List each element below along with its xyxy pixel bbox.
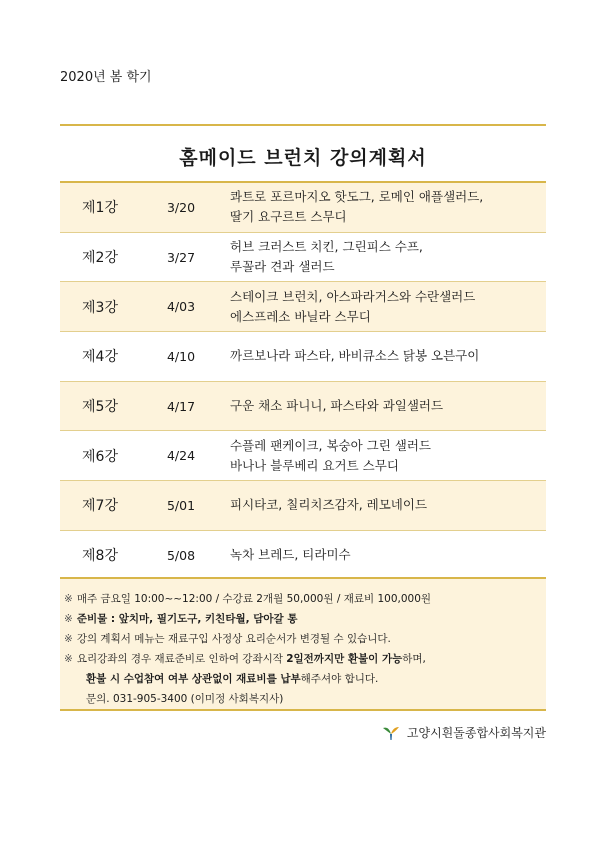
semester-label: 2020년 봄 학기 bbox=[60, 70, 152, 85]
lecture-menu bbox=[222, 287, 546, 327]
note-refund-text-e: 해주셔야 합니다. bbox=[300, 673, 379, 685]
note-mark: ※ bbox=[64, 613, 73, 625]
menu-line: 수플레 팬케이크, 복숭아 그린 샐러드 bbox=[230, 437, 431, 453]
lecture-date: 3/27 bbox=[166, 249, 196, 265]
table-row bbox=[60, 481, 546, 531]
schedule-table bbox=[60, 181, 546, 581]
lecture-number: 제3강 bbox=[82, 299, 118, 316]
note-refund-text-b: 2일전까지만 환불이 가능 bbox=[286, 653, 403, 665]
lecture-menu bbox=[222, 346, 546, 366]
lecture-menu bbox=[222, 545, 546, 565]
table-row bbox=[60, 332, 546, 382]
note-refund bbox=[64, 649, 546, 669]
lecture-date: 4/10 bbox=[166, 348, 196, 364]
lecture-date: 4/17 bbox=[166, 398, 196, 414]
lecture-date: 5/01 bbox=[166, 497, 196, 513]
lecture-date: 5/08 bbox=[166, 547, 196, 563]
lecture-number: 제2강 bbox=[82, 250, 118, 267]
note-menu-change-text: 강의 계획서 메뉴는 재료구입 사정상 요리순서가 변경될 수 있습니다. bbox=[76, 633, 391, 645]
menu-line: 스테이크 브런치, 아스파라거스와 수란샐러드 bbox=[230, 288, 476, 304]
note-supplies bbox=[64, 609, 546, 629]
lecture-menu bbox=[222, 436, 546, 476]
footer bbox=[381, 724, 546, 741]
menu-line: 루꼴라 견과 샐러드 bbox=[230, 259, 335, 275]
page-title: 홈메이드 브런치 강의계획서 bbox=[179, 147, 427, 169]
note-refund-text-a: 요리강좌의 경우 재료준비로 인하여 강좌시작 bbox=[76, 653, 287, 665]
table-row bbox=[60, 282, 546, 332]
note-mark: ※ bbox=[64, 593, 73, 605]
note-contact: 문의. 031-905-3400 (이미정 사회복지사) bbox=[86, 693, 284, 705]
menu-line: 딸기 요구르트 스무디 bbox=[230, 209, 347, 225]
menu-line: 까르보나라 파스타, 바비큐소스 닭봉 오븐구이 bbox=[230, 348, 480, 364]
title-top-rule bbox=[60, 124, 546, 126]
lecture-date: 4/03 bbox=[166, 299, 196, 315]
menu-line: 허브 크러스트 치킨, 그린피스 수프, bbox=[230, 239, 423, 255]
table-row bbox=[60, 382, 546, 432]
lecture-menu bbox=[222, 495, 546, 515]
menu-line: 피시타코, 칠리치즈감자, 레모네이드 bbox=[230, 497, 428, 513]
lecture-menu bbox=[222, 187, 546, 227]
table-row bbox=[60, 183, 546, 233]
lecture-number: 제7강 bbox=[82, 498, 118, 515]
lecture-number: 제1강 bbox=[82, 200, 118, 217]
lecture-date: 3/20 bbox=[166, 199, 196, 215]
lecture-menu bbox=[222, 396, 546, 416]
note-mark: ※ bbox=[64, 653, 73, 665]
lecture-menu bbox=[222, 237, 546, 277]
note-refund-continued bbox=[64, 669, 546, 689]
menu-line: 녹차 브레드, 티라미수 bbox=[230, 547, 351, 563]
note-schedule-text: 매주 금요일 10:00~~12:00 / 수강료 2개월 50,000원 / 재료비 100,000원 bbox=[76, 593, 432, 605]
lecture-number: 제8강 bbox=[82, 548, 118, 565]
menu-line: 구운 채소 파니니, 파스타와 과일샐러드 bbox=[230, 398, 444, 414]
menu-line: 바나나 블루베리 요거트 스무디 bbox=[230, 457, 399, 473]
note-supplies-text: 준비물 : 앞치마, 필기도구, 키친타월, 담아갈 통 bbox=[76, 613, 298, 625]
note-refund-text-d: 환불 시 수업참여 여부 상관없이 재료비를 납부 bbox=[86, 673, 301, 685]
note-refund-text-c: 하며, bbox=[402, 653, 426, 665]
note-menu-change bbox=[64, 629, 546, 649]
menu-line: 에스프레소 바닐라 스무디 bbox=[230, 308, 371, 324]
note-schedule bbox=[64, 589, 546, 609]
note-mark: ※ bbox=[64, 633, 73, 645]
lecture-number: 제6강 bbox=[82, 448, 118, 465]
organization-name: 고양시흰돌종합사회복지관 bbox=[406, 726, 546, 740]
lecture-number: 제5강 bbox=[82, 399, 118, 416]
table-row bbox=[60, 531, 546, 581]
table-row bbox=[60, 431, 546, 481]
notes-box bbox=[60, 577, 546, 711]
organization-logo-icon bbox=[381, 725, 401, 741]
table-row bbox=[60, 233, 546, 283]
lecture-date: 4/24 bbox=[166, 448, 196, 464]
lecture-number: 제4강 bbox=[82, 349, 118, 366]
menu-line: 콰트로 포르마지오 핫도그, 로메인 애플샐러드, bbox=[230, 189, 484, 205]
